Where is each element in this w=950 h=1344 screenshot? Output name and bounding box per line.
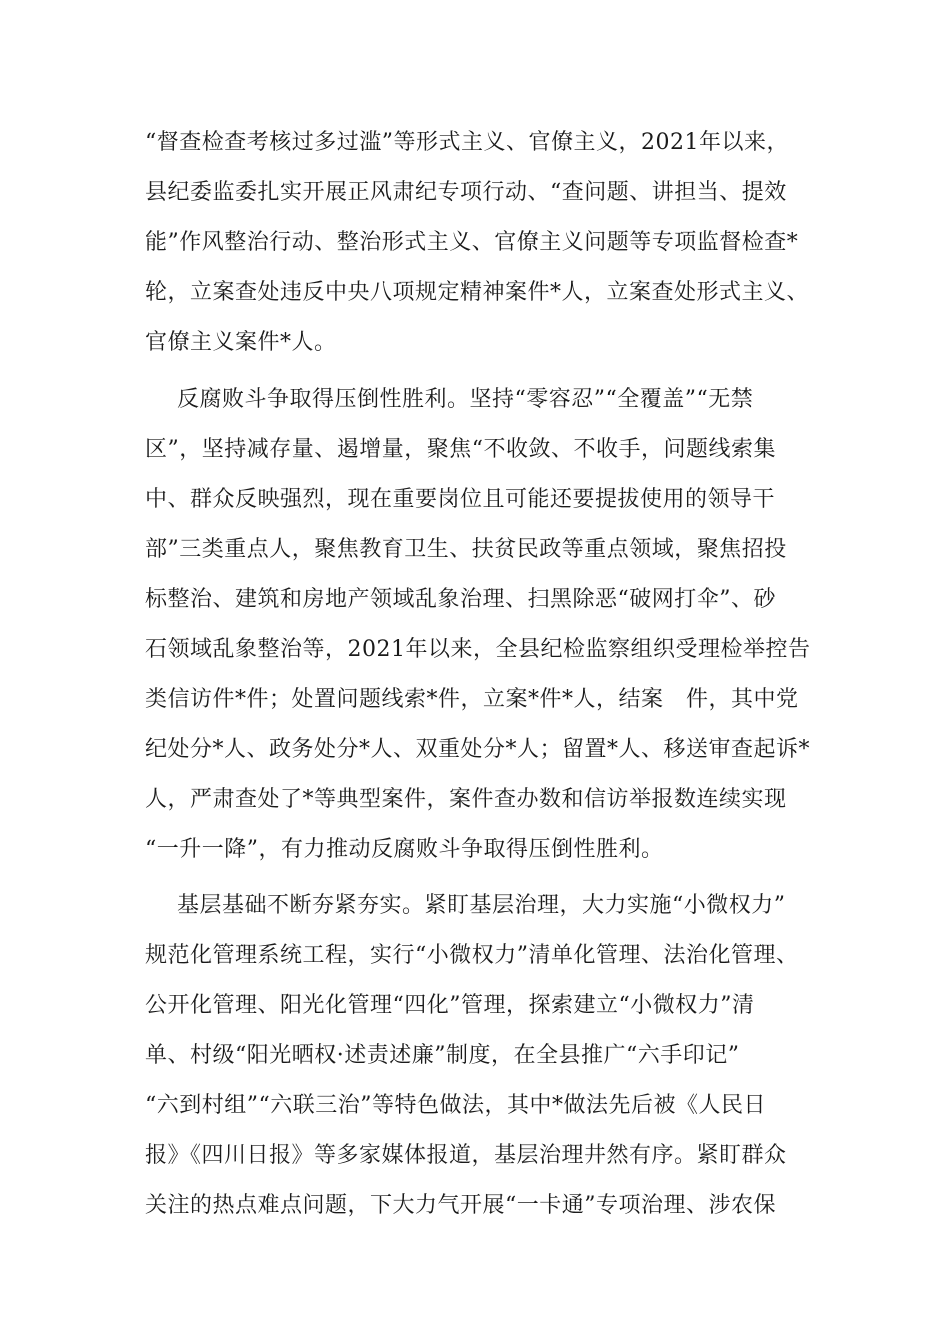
text-line: 纪处分*人、政务处分*人、双重处分*人；留置*人、移送审查起诉* (145, 737, 811, 762)
text-line: “六到村组”“六联三治”等特色做法，其中*做法先后被《人民日 (145, 1093, 766, 1118)
text-line: 人，严肃查处了*等典型案件，案件查办数和信访举报数连续实现 (145, 787, 787, 812)
text-line: 区”，坚持减存量、遏增量，聚焦“不收敛、不收手，问题线索集 (145, 437, 776, 462)
text-line: 官僚主义案件*人。 (145, 330, 337, 355)
text-line: 部”三类重点人，聚焦教育卫生、扶贫民政等重点领域，聚焦招投 (145, 537, 787, 562)
text-line: 单、村级“阳光晒权·述责述廉”制度，在全县推广“六手印记” (145, 1043, 740, 1068)
text-line: 公开化管理、阳光化管理“四化”管理，探索建立“小微权力”清 (145, 993, 755, 1018)
text-line: 中、群众反映强烈，现在重要岗位且可能还要提拔使用的领导干 (145, 487, 776, 512)
text-line: 类信访件*件；处置问题线索*件，立案*件*人，结案 件，其中党 (145, 687, 799, 712)
text-line: 石领域乱象整治等，2021年以来，全县纪检监察组织受理检举控告 (145, 637, 811, 662)
text-line: 轮，立案查处违反中央八项规定精神案件*人，立案查处形式主义、 (145, 280, 810, 305)
text-line: 县纪委监委扎实开展正风肃纪专项行动、“查问题、讲担当、提效 (145, 180, 787, 205)
text-line: “督查检查考核过多过滥”等形式主义、官僚主义，2021年以来， (145, 130, 789, 155)
text-line: 关注的热点难点问题，下大力气开展“一卡通”专项治理、涉农保 (145, 1193, 776, 1218)
paragraph-first-line: 反腐败斗争取得压倒性胜利。坚持“零容忍”“全覆盖”“无禁 (177, 387, 754, 412)
text-line: 规范化管理系统工程，实行“小微权力”清单化管理、法治化管理、 (145, 943, 799, 968)
paragraph-first-line: 基层基础不断夯紧夯实。紧盯基层治理，大力实施“小微权力” (177, 893, 786, 918)
text-line: 报》《四川日报》等多家媒体报道，基层治理井然有序。紧盯群众 (145, 1143, 787, 1168)
text-line: “一升一降”，有力推动反腐败斗争取得压倒性胜利。 (145, 837, 664, 862)
text-line: 能”作风整治行动、整治形式主义、官僚主义问题等专项监督检查* (145, 230, 799, 255)
text-line: 标整治、建筑和房地产领域乱象治理、扫黑除恶“破网打伞”、砂 (145, 587, 776, 612)
